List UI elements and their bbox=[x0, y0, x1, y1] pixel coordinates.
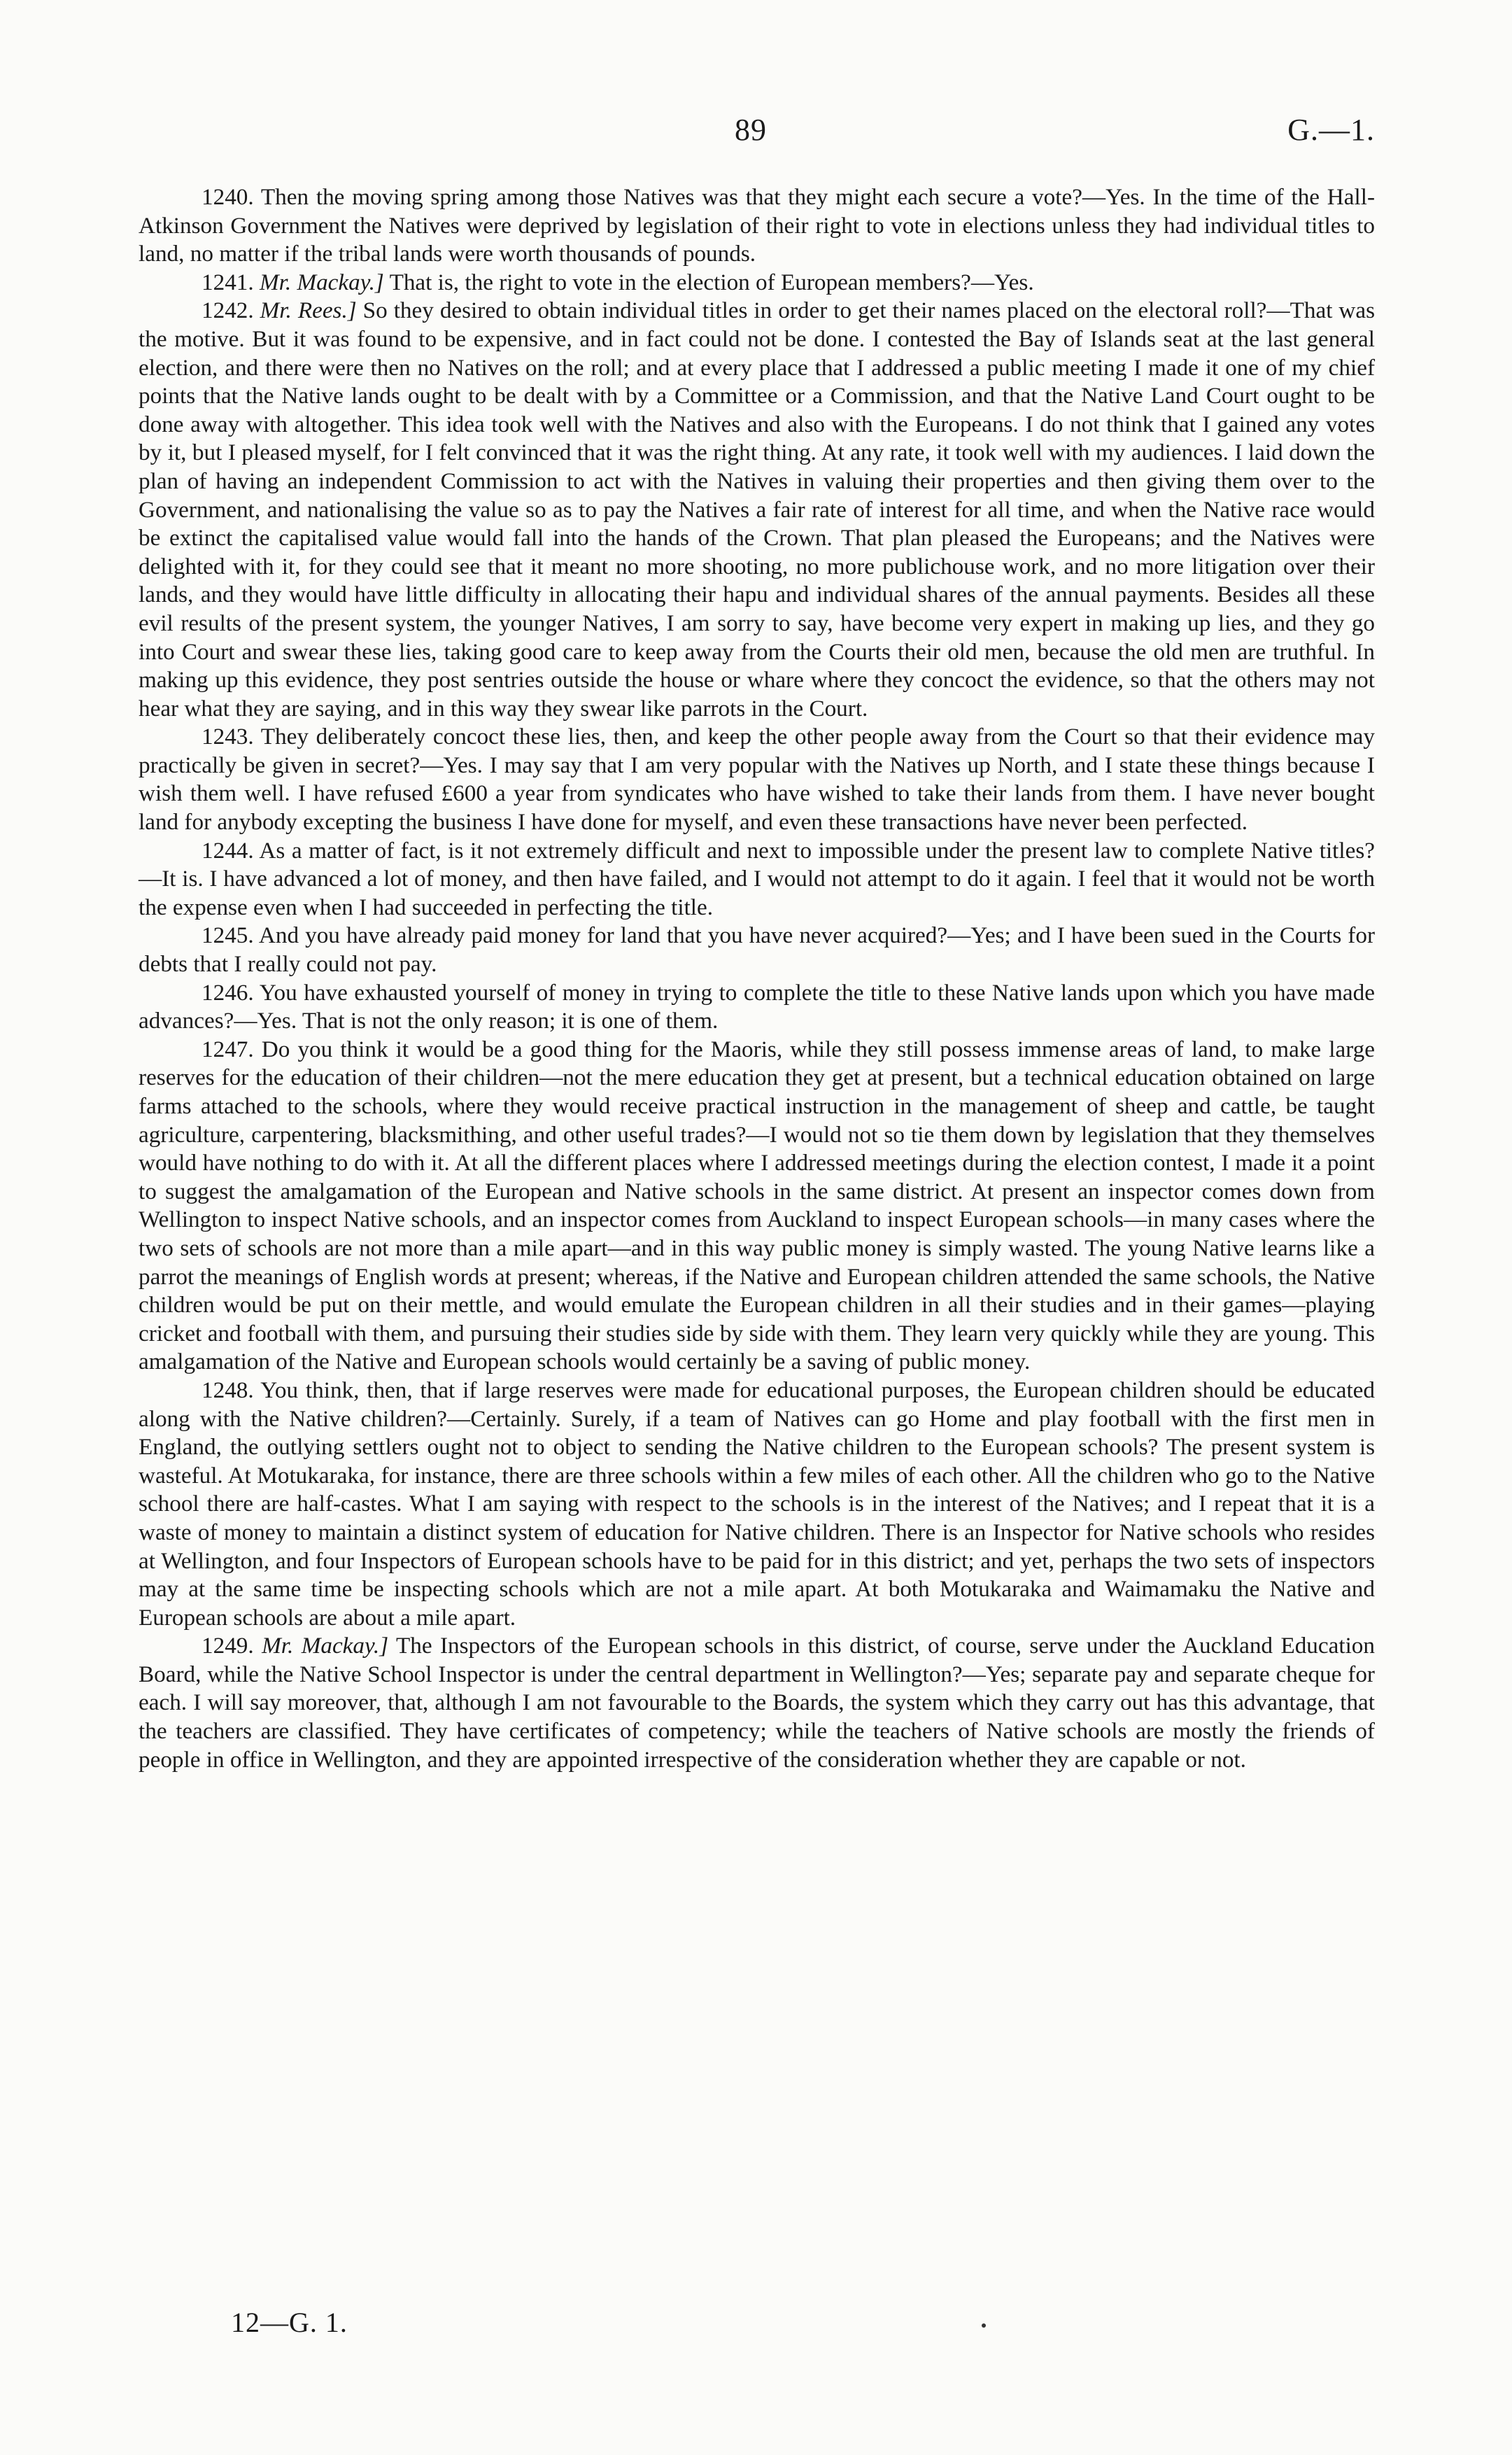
paragraph-text: Do you think it would be a good thing for the Maoris, while they still possess immense areas of land, to make large reserves for the education of their children—not the mere education they get at present, but a technical education obtained on large farms attached to the schools, where they would receive practical instruction in the management of sheep and cattle, be taught agriculture, carpentering, blacksmithing, and other useful trades?—I would not so tie them down by legislation that they themselves would have nothing to do with it. At all the different places where I addressed meetings during the election contest, I made it a point to suggest the amalgamation of the European and Native schools in the same district. At present an inspector comes down from Wellington to inspect Native schools, and an inspector comes from Auckland to inspect European schools—in many cases where the two sets of schools are not more than a mile apart—and in this way public money is simply wasted. The young Native learns like a parrot the meanings of English words at present; whereas, if the Native and European children attended the same schools, the Native children would be put on their mettle, and would emulate the European children in all their studies and in their games—playing cricket and football with them, and pursuing their studies side by side with them. They learn very quickly while they are young. This amalgamation of the Native and European schools would certainly be a saving of public money. bbox=[139, 1036, 1375, 1375]
signature-mark: 12—G. 1. bbox=[231, 2307, 348, 2338]
paragraph-text: Then the moving spring among those Natives was that they might each secure a vote?—Yes. In the time of the Hall-Atkinson Government the Natives were deprived by legislation of their right to vote in elections unless they had individual titles to land, no matter if the tribal lands were worth thousands of pounds. bbox=[139, 184, 1375, 267]
paragraph-1245 bbox=[139, 922, 1375, 978]
paragraph-text: And you have already paid money for land that you have never acquired?—Yes; and I have been sued in the Courts for debts that I really could not pay. bbox=[139, 922, 1375, 978]
question-number: 1249. bbox=[202, 1633, 254, 1659]
question-number: 1242. bbox=[202, 297, 254, 324]
paragraph-1249 bbox=[139, 1632, 1375, 1774]
paragraph-text: You think, then, that if large reserves were made for educational purposes, the European children should be educated along with the Native children?—Certainly. Surely, if a team of Natives can go Home and play football with the first men in England, the outlying settlers ought not to object to sending the Native children to the European schools? The present system is wasteful. At Motukaraka, for instance, there are three schools within a few miles of each other. All the children who go to the Native school there are half-castes. What I am saying with respect to the schools is in the interest of the Natives; and I repeat that it is a waste of money to maintain a distinct system of education for Native children. There is an Inspector for Native schools who resides at Wellington, and four Inspectors of European schools have to be paid for in this district; and yet, perhaps the two sets of inspectors may at the same time be inspecting schools which are not a mile apart. At both Motukaraka and Waimamaku the Native and European schools are about a mile apart. bbox=[139, 1377, 1375, 1631]
paragraph-1241 bbox=[139, 269, 1375, 297]
question-number: 1245. bbox=[202, 922, 254, 949]
paragraph-1242 bbox=[139, 297, 1375, 723]
paragraph-text: The Inspectors of the European schools in this district, of course, serve under the Auckland Education Board, while the Native School Inspector is under the central department in Wellington?—Yes; separate pay and separate cheque for each. I will say moreover, that, although I am not favourable to the Boards, the system which they carry out has this advantage, that the teachers are classified. They have certificates of competency; while the teachers of Native schools are mostly the friends of people in office in Wellington, and they are appointed irrespective of the consideration whether they are capable or not. bbox=[139, 1633, 1375, 1773]
page-number: 89 bbox=[735, 113, 767, 147]
paragraph-1246 bbox=[139, 979, 1375, 1036]
question-number: 1247. bbox=[202, 1036, 254, 1062]
question-number: 1246. bbox=[202, 979, 254, 1006]
question-number: 1240. bbox=[202, 184, 254, 210]
document-reference: G.—1. bbox=[1287, 113, 1375, 147]
paragraph-text: That is, the right to vote in the election of European members?—Yes. bbox=[389, 269, 1034, 295]
body-text bbox=[139, 183, 1375, 1774]
paragraph-text: You have exhausted yourself of money in trying to complete the title to these Native lands upon which you have made advances?—Yes. That is not the only reason; it is one of them. bbox=[139, 979, 1375, 1034]
question-number: 1248. bbox=[202, 1377, 254, 1403]
speaker-label: Mr. Mackay.] bbox=[262, 1633, 389, 1659]
paragraph-1244 bbox=[139, 837, 1375, 922]
paragraph-1247 bbox=[139, 1036, 1375, 1377]
paragraph-1248 bbox=[139, 1377, 1375, 1632]
speaker-label: Mr. Mackay.] bbox=[259, 269, 384, 295]
paragraph-1240 bbox=[139, 183, 1375, 269]
question-number: 1244. bbox=[202, 837, 254, 864]
paragraph-text: So they desired to obtain individual titles in order to get their names placed on the electoral roll?—That was the motive. But it was found to be expensive, and in fact could not be done. I contested the Bay of Islands seat at the last general election, and there were then no Natives on the roll; and at every place that I addressed a public meeting I made it one of my chief points that the Native lands ought to be dealt with by a Committee or a Commission, and that the Native Land Court ought to be done away with altogether. This idea took well with the Natives and also with the Europeans. I do not think that I gained any votes by it, but I pleased myself, for I felt convinced that it was the right thing. At any rate, it took well with my audiences. I laid down the plan of having an independent Commission to act with the Natives in valuing their properties and then giving them over to the Government, and nationalising the value so as to pay the Natives a fair rate of interest for all time, and when the Native race would be extinct the capitalised value would fall into the hands of the Crown. That plan pleased the Europeans; and the Natives were delighted with it, for they could see that it meant no more shooting, no more publichouse work, and no more litigation over their lands, and they would have little difficulty in allocating their hapu and individual shares of the annual payments. Besides all these evil results of the present system, the younger Natives, I am sorry to say, have become very expert in making up lies, and they go into Court and swear these lies, taking good care to keep away from the Courts their old men, because the old men are truthful. In making up this evidence, they post sentries outside the house or whare where they concoct the evidence, so that the others may not hear what they are saying, and in this way they swear like parrots in the Court. bbox=[139, 297, 1376, 722]
paragraph-text: They deliberately concoct these lies, then, and keep the other people away from the Court so that their evidence may practically be given in secret?—Yes. I may say that I am very popular with the Natives up North, and I state these things because I wish them well. I have refused £600 a year from syndicates who have wished to take their lands from them. I have never bought land for anybody excepting the business I have done for myself, and even these transactions have never been perfected. bbox=[139, 724, 1375, 836]
question-number: 1241. bbox=[202, 269, 254, 295]
paragraph-text: As a matter of fact, is it not extremely difficult and next to impossible under the present law to complete Native titles?—It is. I have advanced a lot of money, and then have failed, and I would not attempt to do it again. I feel that it would not be worth the expense even when I had succeeded in perfecting the title. bbox=[139, 837, 1375, 920]
speaker-label: Mr. Rees.] bbox=[260, 297, 357, 324]
question-number: 1243. bbox=[202, 724, 254, 750]
ink-dot bbox=[982, 2323, 986, 2328]
paragraph-1243 bbox=[139, 723, 1375, 836]
